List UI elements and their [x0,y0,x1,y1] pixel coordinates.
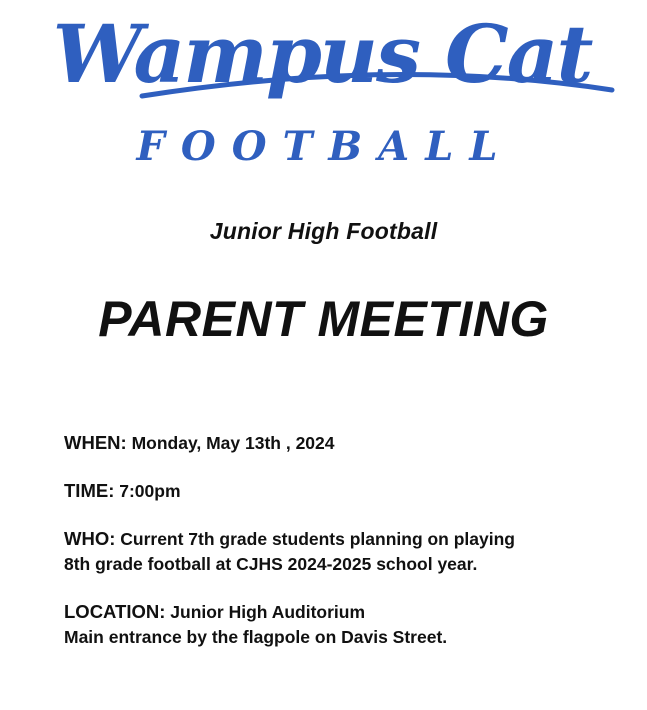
who-line [64,526,634,577]
meeting-details [64,430,634,672]
location-line [64,599,634,650]
time-line [64,478,634,504]
time-label: TIME: [64,480,115,501]
subtitle: Junior High Football [209,218,438,244]
location-value-line2: Main entrance by the flagpole on Davis Street. [64,627,448,647]
logo-sub-text: FOOTBALL [136,124,514,168]
who-value-line1: Current 7th grade students planning on playing [120,529,515,549]
logo-script-wordmark [22,4,622,116]
wampus-cat-football-logo [0,0,647,175]
location-label: LOCATION: [64,601,166,622]
when-label: WHEN: [64,432,127,453]
time-value: 7:00pm [119,481,181,501]
location-value-line1: Junior High Auditorium [170,602,366,622]
when-line [64,430,634,456]
page-title: PARENT MEETING [98,291,549,347]
logo-football-wordmark [120,124,530,168]
who-label: WHO: [64,528,116,549]
when-value: Monday, May 13th , 2024 [131,433,335,453]
logo-script-text: Wampus Cat [52,7,592,101]
who-value-line2: 8th grade football at CJHS 2024-2025 school year. [64,554,478,574]
